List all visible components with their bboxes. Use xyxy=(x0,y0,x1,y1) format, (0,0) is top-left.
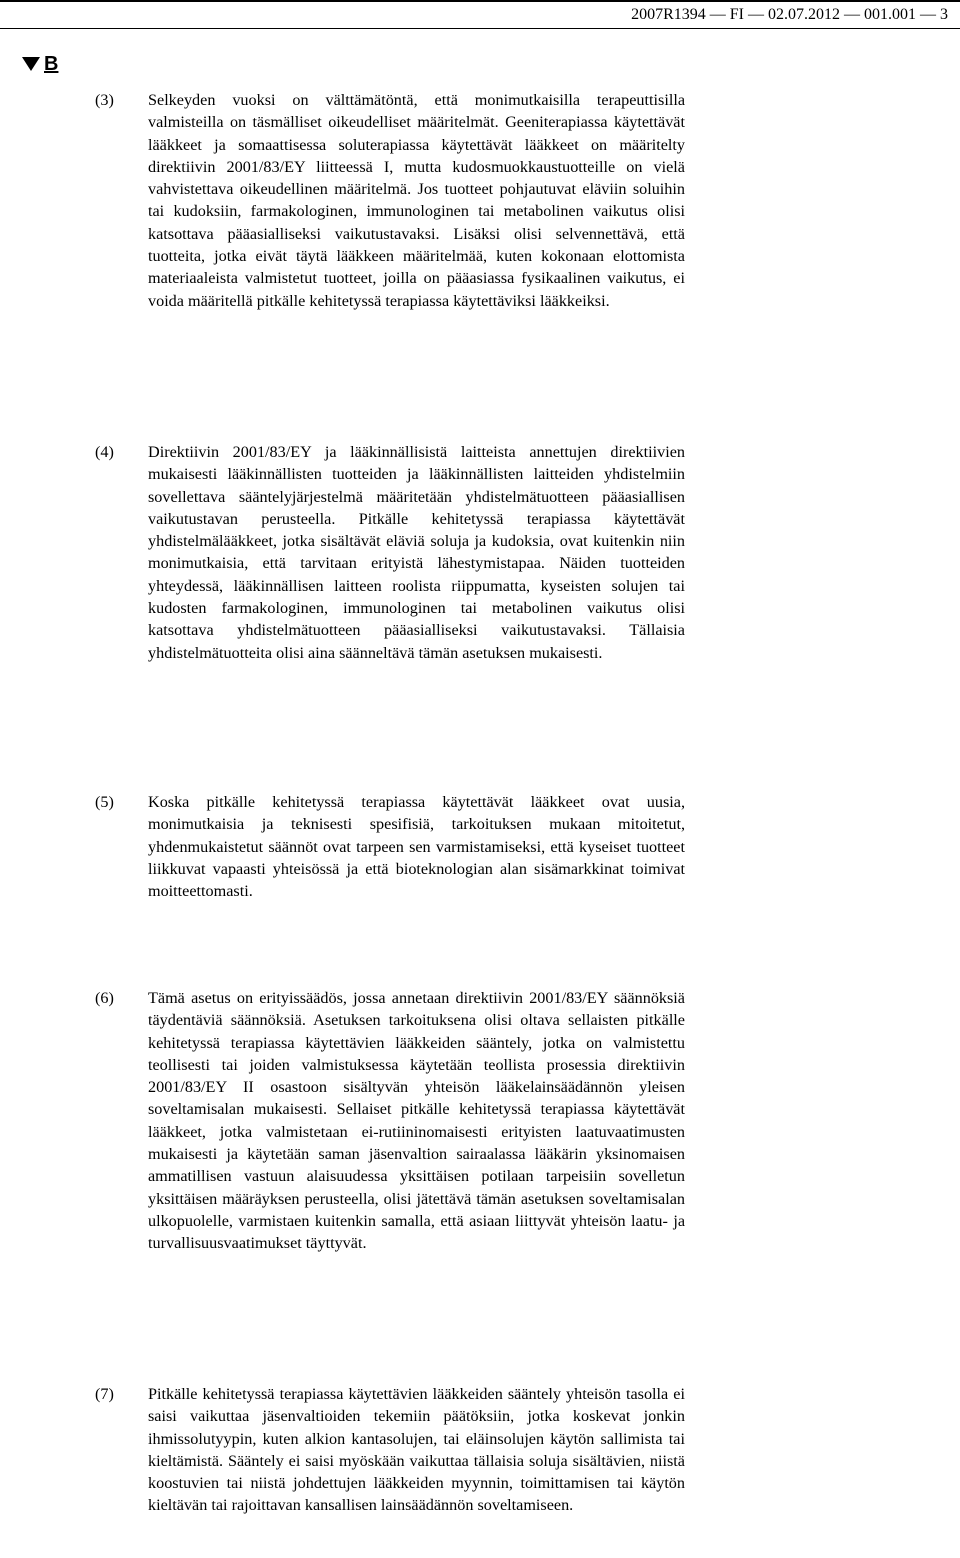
recital-number: (7) xyxy=(95,1385,114,1403)
header-top-rule xyxy=(0,0,960,2)
recital-text: Direktiivin 2001/83/EY ja lääkinnällisistä laitteista annettujen direktiivien mukaisesti lääkinnällisten tuotteiden ja lääkinnällisten laitteiden yhdistelmiin sovellettava sääntelyjärjestelmä määritetään yhdistelmätuotteen pääasiallisen vaikutustavan perusteella. Pitkälle kehitetyssä terapiassa käytettävät yhdistelmälääkkeet, jotka sisältävät eläviä soluja ja kudoksia, ovat kuitenkin niin monimutkaisia, että tarvitaan erityistä lähestymistapaa. Näiden tuotteiden yhteydessä, lääkinnällisen laitteen roolista riippumatta, kyseisten solujen tai kudosten farmakologinen, immunologinen tai metabolinen vaikutus olisi katsottava yhdistelmätuotteen pääasialliseksi vaikutustavaksi. Tällaisia yhdistelmätuotteita olisi aina säänneltävä tämän asetuksen mukaisesti. xyxy=(148,443,685,662)
amendment-letter: B xyxy=(44,53,59,75)
recital-number: (6) xyxy=(95,989,114,1007)
header-reference: 2007R1394 — FI — 02.07.2012 — 001.001 — 3 xyxy=(631,6,948,23)
recital-number: (4) xyxy=(95,443,114,461)
header-bottom-rule xyxy=(0,28,960,29)
recital-text: Selkeyden vuoksi on välttämätöntä, että monimutkaisilla terapeuttisilla valmisteilla on täsmälliset oikeudelliset määritelmät. Geeniterapiassa käytettävät lääkkeet ja somaattisessa soluterapiassa käytettävät lääkkeet on määritelty direktiivin 2001/83/EY liitteessä I, mutta kudosmuokkaustuotteille on vielä vahvistettava oikeudellinen määritelmä. Jos tuotteet pohjautuvat eläviin soluihin tai kudoksiin, farmakologinen, immunologinen tai metabolinen vaikutus olisi katsottava pääasialliseksi vaikutustavaksi. Lisäksi olisi selvennettävä, että tuotteita, jotka eivät täytä lääkkeen määritelmää, kuten kokonaan elottomista materiaaleista valmistetut tuotteet, joilla on pääasiassa fysikaalinen vaikutus, ei voida määritellä pitkälle kehitetyssä terapiassa käytettäviksi lääkkeiksi. xyxy=(148,91,685,310)
document-header xyxy=(0,0,960,30)
recital-number: (3) xyxy=(95,91,114,109)
recital-3 xyxy=(95,89,685,312)
recital-number: (5) xyxy=(95,793,114,811)
amendment-marker xyxy=(22,52,58,76)
recital-text: Koska pitkälle kehitetyssä terapiassa käytettävät lääkkeet ovat uusia, monimutkaisia ja teknisesti spesifisiä, tarkoituksen mukaan mitoitetut, yhdenmukaistetut säännöt ovat tarpeen sen varmistamiseksi, että kyseiset tuotteet liikkuvat vapaasti yhteisössä ja että bioteknologian alan sisämarkkinat toimivat moitteettomasti. xyxy=(148,793,685,901)
recital-text: Pitkälle kehitetyssä terapiassa käytettävien lääkkeiden sääntely yhteisön tasolla ei saisi vaikuttaa jäsenvaltioiden tekemiin päätöksiin, jotka koskevat jonkin ihmissolutyypin, kuten alkion kantasolujen, tai eläinsolujen käytön sallimista tai kieltämistä. Sääntely ei saisi myöskään vaikuttaa tällaisia soluja sisältävien, niistä koostuvien tai niistä johdettujen lääkkeiden myynnin, toimittamisen tai käytön kieltävän tai rajoittavan kansallisen lainsäädännön soveltamiseen. xyxy=(148,1385,685,1515)
triangle-down-icon xyxy=(22,57,40,71)
recital-4 xyxy=(95,441,685,664)
recital-6 xyxy=(95,987,685,1255)
recital-7 xyxy=(95,1383,685,1517)
recital-text: Tämä asetus on erityissäädös, jossa annetaan direktiivin 2001/83/EY säännöksiä täydentäviä säännöksiä. Asetuksen tarkoituksena olisi oltava sellaisten pitkälle kehitetyssä terapiassa käytettävien lääkkeiden sääntely, jotka on valmistettu teollisesti tai joiden valmistuksessa käytetään teollista prosessia direktiivin 2001/83/EY II osastoon sisältyvän yhteisön lääkelainsäädännön yleisen soveltamisalan mukaisesti. Sellaiset pitkälle kehitetyssä terapiassa käytettävät lääkkeet, jotka valmistetaan ei-rutiininomaisesti erityisten laatuvaatimusten mukaisesti ja käytetään saman jäsenvaltion sairaalassa lääkärin yksinomaisen ammatillisen vastuun alaisuudessa yksittäisen potilaan tarpeisiin sovelletun yksittäisen määräyksen perusteella, olisi jätettävä tämän asetuksen soveltamisalan ulkopuolelle, varmistaen kuitenkin samalla, että asiaan liittyvät yhteisön laatu- ja turvallisuusvaatimukset täyttyvät. xyxy=(148,989,685,1253)
recital-5 xyxy=(95,791,685,902)
